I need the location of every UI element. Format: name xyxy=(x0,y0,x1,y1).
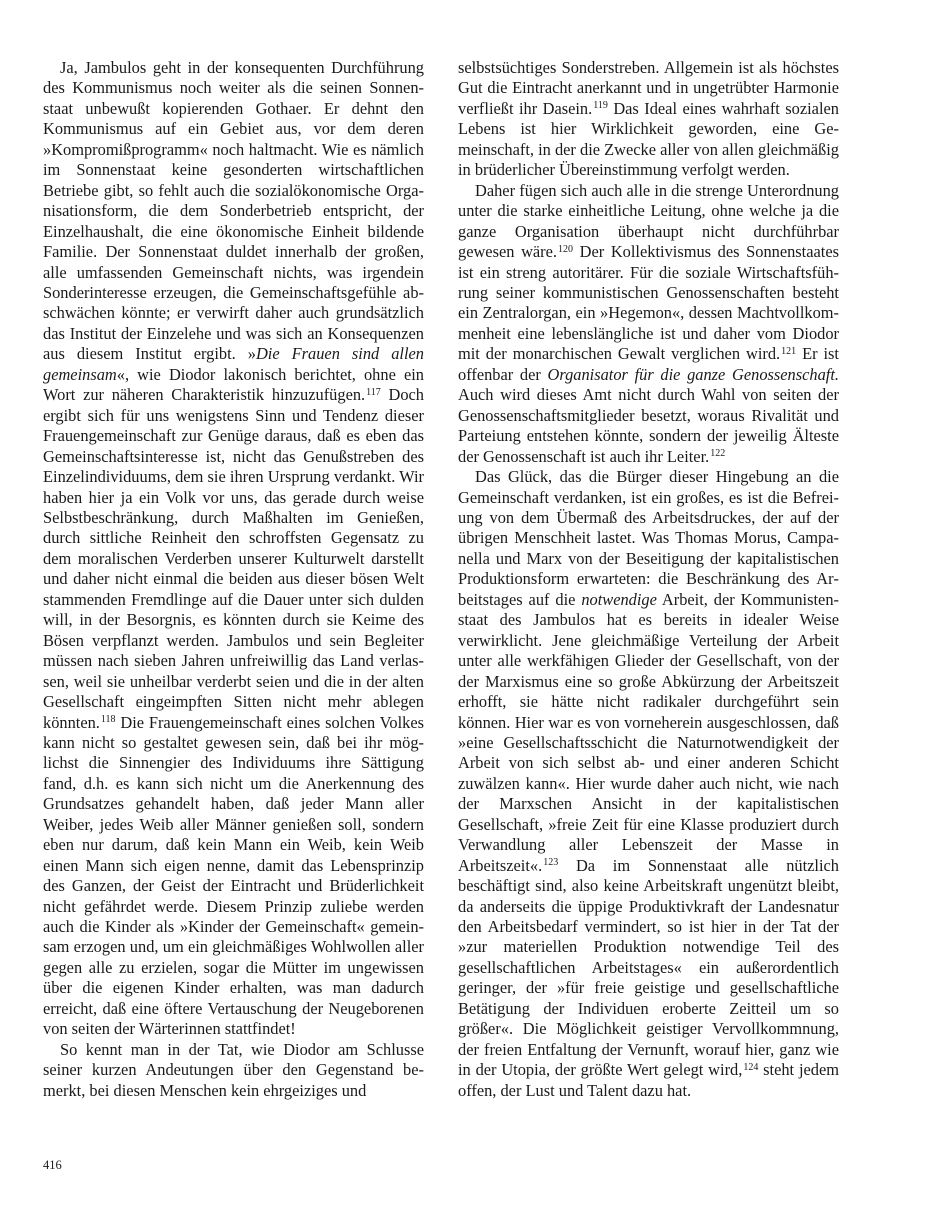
footnote-ref-124[interactable]: 124 xyxy=(743,1061,759,1073)
paragraph: Ja, Jambulos geht in der konsequenten Durchführung des Kommunismus noch weiter als die seinen Sonnenstaat unbewußt kopierenden Gothaer. Er dehnt den Kommunismus auf ein Gebiet aus, vor dem deren »Kompromißprogramm« noch haltmacht. Wie es nämlich im Sonnenstaat keine gesonderten wirtschaftlichen Betriebe gibt, so fehlt auch die sozialökonomische Organisationsform, die dem Sonderbetrieb entspricht, der Einzelhaushalt, die eine ökonomische Einheit bildende Familie. Der Sonnenstaat duldet innerhalb der großen, alle umfassenden Gemeinschaft nichts, was irgendein Sonderinteresse erzeugen, die Gemeinschaftsgefühle abschwächen könnte; er verwirft daher auch grundsätzlich das Institut der Einzelehe und was sich an Konsequenzen aus diesem Institut ergibt. »Die Frauen sind allen gemeinsam«, wie Diodor lakonisch berichtet, ohne ein Wort zur näheren Charakteristik hinzuzufügen.$^{117}$ Doch ergibt sich für uns wenigstens Sinn und Tendenz dieser Frauengemeinschaft zur Genüge daraus, daß es eben das Gemeinschaftsinteresse ist, nicht das Genußstreben des Einzelindividuums, dem sie ihren Ursprung verdankt. Wir haben hier ja ein Volk vor uns, das gerade durch weise Selbstbeschränkung, durch Maßhalten im Genießen, durch sittliche Reinheit den schroffsten Gegensatz zu dem moralischen Verderben unserer Kulturwelt darstellt und daher nicht einmal die beiden aus dieser bösen Welt stammenden Fremdlinge auf die Dauer unter sich dulden will, in der Besorgnis, es könnten durch sie Keime des Bösen verpflanzt werden. Jambulos und sein Begleiter müssen nach sieben Jahren unfreiwillig das Land verlassen, weil sie unheilbar verderbt seien und die in der alten Gesellschaft eingeimpften Sitten nicht mehr ablegen könnten.$^{118}$ Die Frauengemeinschaft eines solchen Volkes kann nicht so gestaltet gewesen sein, daß bei ihr möglichst die Sinnengier des Individuums ihre Sättigung fand, d.h. es kann sich nicht um die Anerkennung des Grundsatzes gehandelt haben, daß jeder Mann aller Weiber, jedes Weib aller Männer genießen soll, sondern eben nur darum, daß kein Mann ein Weib, kein Weib einen Mann sich eigen nenne, damit das Lebensprinzip des Ganzen, der Geist der Eintracht und Brüderlichkeit nicht gefährdet werde. Diesem Prinzip zuliebe werden auch die Kinder als »Kinder der Gemeinschaft« gemeinsam erzogen und, um ein gleichmäßiges Wohlwollen aller gegen alle zu erzielen, sogar die Mütter im ungewissen über die eigenen Kinder erhalten, was man dadurch erreicht, daß eine öftere Vertauschung der Neugeborenen von seiten der Wärterinnen stattfindet! xyxy=(43,58,424,1039)
footnote-ref-120[interactable]: 120 xyxy=(558,243,574,255)
left-column xyxy=(43,58,424,1101)
paragraph: Das Glück, das die Bürger dieser Hingebung an die Gemeinschaft verdanken, ist ein großes, es ist die Befreiung von dem Übermaß des Arbeitsdruckes, der auf der übrigen Menschheit lastet. Was Thomas Morus, Campanella und Marx von der Beseitigung der kapitalistischen Produktionsform erwarteten: die Beschränkung des Arbeitstages auf die notwendige Arbeit, der Kommunistenstaat des Jambulos hat es bereits in idealer Weise verwirklicht. Jene gleichmäßige Verteilung der Arbeit unter alle werkfähigen Glieder der Gesellschaft, von der der Marxismus eine so große Abkürzung der Arbeitszeit erhofft, sie hätte nicht radikaler durchgeführt sein können. Hier war es von vorneherein ausgeschlossen, daß »eine Gesellschaftsschicht die Naturnotwendigkeit der Arbeit von sich selbst ab- und einer anderen Schicht zuwälzen kann«. Hier wurde daher auch nicht, wie nach der Marxschen Ansicht in der kapitalistischen Gesellschaft, »freie Zeit für eine Klasse produziert durch Verwandlung aller Lebenszeit der Masse in Arbeitszeit«.$^{123}$ Da im Sonnenstaat alle nützlich beschäftigt sind, also keine Arbeitskraft ungenützt bleibt, da anderseits die üppige Produktivkraft der Landesnatur den Arbeitsbedarf vermindert, so ist hier in der Tat der »zur materiellen Produktion notwendige Teil des gesellschaftlichen Arbeitstages« ein außerordentlich geringer, der »für freie geistige und gesellschaftliche Betätigung der Individuen eroberte Zeitteil um so größer«. Die Möglichkeit geistiger Vervollkommnung, der freien Entfaltung der Vernunft, worauf hier, ganz wie in der Utopia, der größte Wert gelegt wird,$^{124}$ steht jedem offen, der Lust und Talent dazu hat. xyxy=(458,467,839,1100)
paragraph: Daher fügen sich auch alle in die strenge Unterordnung unter die starke einheitliche Leitung, ohne welche ja die ganze Organisation überhaupt nicht durchführbar gewesen wäre.$^{120}$ Der Kollektivismus des Sonnenstaates ist ein streng autoritärer. Für die soziale Wirtschaftsführung seiner kommunistischen Genossenschaften besteht ein Zentralorgan, ein »Hegemon«, dessen Machtvollkommenheit eine lebenslängliche ist und daher vom Diodor mit der monarchischen Gewalt verglichen wird.$^{121}$ Er ist offenbar der Organisator für die ganze Genossenschaft. Auch wird dieses Amt nicht durch Wahl von seiten der Genossenschaftsmitglieder besetzt, woraus Rivalität und Parteiung entstehen könnte, sondern der jeweilig Älteste der Genossenschaft ist auch ihr Leiter.$^{122}$ xyxy=(458,180,839,466)
page-number: 416 xyxy=(43,1158,62,1172)
paragraph: So kennt man in der Tat, wie Diodor am Schlusse seiner kurzen Andeutungen über den Gegenstand bemerkt, bei diesen Menschen kein ehrgeiziges und xyxy=(43,1039,424,1100)
footnote-ref-122[interactable]: 122 xyxy=(710,448,726,460)
footnote-ref-119[interactable]: 119 xyxy=(593,100,608,112)
emphasis: notwendige xyxy=(581,589,657,609)
footnote-ref-117[interactable]: 117 xyxy=(366,386,381,398)
emphasis: Organisator für die ganze Genossenschaft. xyxy=(547,364,839,384)
right-column xyxy=(458,58,839,1101)
footnote-ref-121[interactable]: 121 xyxy=(781,345,797,357)
paragraph: selbstsüchtiges Sonderstreben. Allgemein ist als höchstes Gut die Eintracht anerkannt und in ungetrübter Harmonie verfließt ihr Dasein.$^{119}$ Das Ideal eines wahrhaft sozialen Lebens ist hier Wirklichkeit geworden, eine Gemeinschaft, in der die Zwecke aller von allen gleichmäßig in brüderlicher Übereinstimmung verfolgt werden. xyxy=(458,58,839,180)
emphasis: Die Frauen sind allen gemeinsam xyxy=(43,344,424,384)
footnote-ref-118[interactable]: 118 xyxy=(100,714,116,725)
footnote-ref-123[interactable]: 123 xyxy=(543,857,559,869)
